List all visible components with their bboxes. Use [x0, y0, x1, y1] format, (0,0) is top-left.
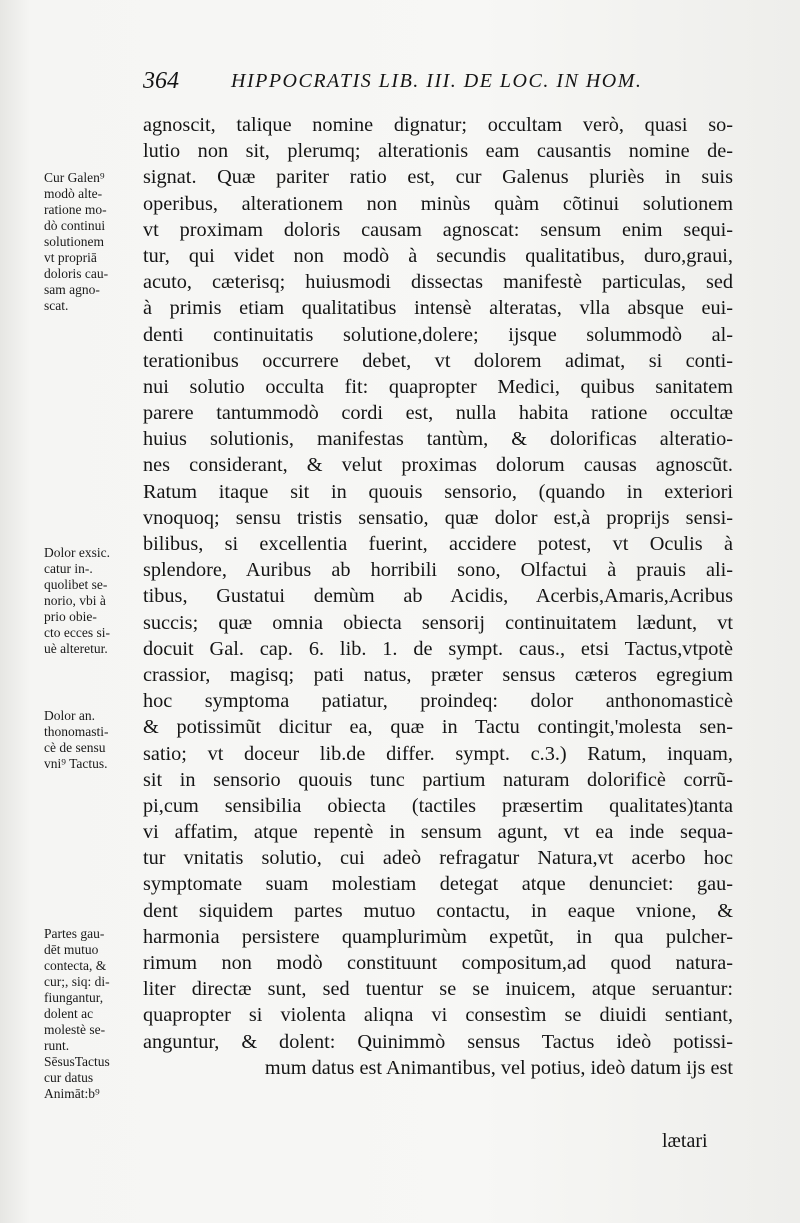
page-header — [143, 62, 723, 102]
show-through-text — [40, 90, 140, 150]
text-line: agnoscit, talique nomine dignatur; occultam verò, quasi so- — [143, 114, 733, 136]
text-line: tur vnitatis solutio, cui adeò refragatur Natura,vt acerbo hoc — [143, 847, 733, 870]
text-line: mum datus est Animantibus, vel potius, ideò datum ijs est — [264, 1056, 733, 1079]
text-line: huius solutionis, manifestas tantùm, & dolorificas alteratio- — [143, 428, 733, 451]
margin-line: vt propriā — [44, 250, 97, 265]
margin-line: fiungantur, — [44, 990, 104, 1005]
text-line: signat. Quæ pariter ratio est, cur Galenus pluriès in suis — [143, 166, 733, 189]
margin-line: molestè se- — [44, 1022, 106, 1037]
catchword: lætari — [662, 1130, 708, 1152]
margin-line: vni⁹ Tactus. — [44, 756, 108, 771]
text-line: bilibus, si excellentia fuerint, accidere potest, vt Oculis à — [143, 533, 733, 555]
text-line: vt proximam doloris causam agnoscat: sensum enim sequi- — [143, 218, 733, 241]
margin-note-1 — [44, 170, 144, 314]
margin-note-3 — [44, 708, 144, 772]
text-line: terationibus occurrere debet, vt dolorem adimat, si conti- — [143, 349, 733, 372]
margin-line: scat. — [44, 298, 69, 313]
margin-line: contecta, & — [44, 958, 107, 973]
text-line: anguntur, & dolent: Quinimmò sensus Tactus ideò potissi- — [143, 1030, 733, 1053]
text-line: vi affatim, atque repentè in sensum agunt, vt ea inde sequa- — [143, 821, 733, 844]
margin-line: dò continui — [44, 218, 106, 233]
text-line: harmonia persistere quamplurimùm expetũt, in qua pulcher- — [143, 925, 733, 948]
margin-line: cto ecces si- — [44, 625, 110, 640]
margin-line: SēsusTactus — [44, 1054, 110, 1069]
text-line: succis; quæ omnia obiecta sensorij continuitatem lædunt, vt — [143, 611, 733, 634]
text-line: quapropter si violenta aliqna vi consestìm se diuidi sentiant, — [143, 1004, 733, 1027]
margin-line: dolent ac — [44, 1006, 94, 1021]
text-line: Ratum itaque sit in quouis sensorio, (quando in exteriori — [143, 480, 733, 503]
margin-line: catur in-. — [44, 561, 93, 576]
text-line: liter directæ sunt, sed tuentur se se inuicem, atque seruantur: — [143, 978, 733, 1001]
text-line: tibus, Gustatui demùm ab Acidis, Acerbis,Amaris,Acribus — [143, 585, 733, 608]
text-line: symptomate suam molestiam detegat atque denunciet: gau- — [143, 873, 733, 896]
body-text — [143, 112, 733, 1081]
margin-line: ratione mo- — [44, 202, 107, 217]
text-line: lutio non sit, plerumq; alterationis eam causantis nomine de- — [143, 140, 733, 163]
margin-line: modò alte- — [44, 186, 103, 201]
margin-line: doloris cau- — [44, 266, 109, 281]
text-line: à primis etiam qualitatibus intensè alteratas, vlla absque eui- — [143, 297, 733, 320]
margin-line: uè alteretur. — [44, 641, 108, 656]
text-line: pi,cum sensibilia obiecta (tactiles præsertim qualitates)tanta — [143, 794, 733, 817]
text-line: satio; vt doceur lib.de differ. sympt. c.3.) Ratum, inquam, — [143, 742, 733, 765]
margin-note-2 — [44, 545, 144, 657]
margin-line: prio obie- — [44, 609, 97, 624]
margin-line: solutionem — [44, 234, 104, 249]
text-line: sit in sensorio quouis tunc partium naturam dolorificè corrũ- — [143, 768, 733, 791]
text-line: splendore, Auribus ab horribili sono, Olfactui à prauis ali- — [143, 559, 733, 582]
margin-line: Dolor an. — [44, 708, 95, 723]
margin-line: cur;, siq: di- — [44, 974, 110, 989]
text-line: parere tantummodò cordi est, nulla habita ratione occultæ — [143, 402, 733, 425]
text-line: vnoquoq; sensu tristis sensatio, quæ dolor est,à proprijs sensi- — [143, 506, 733, 529]
margin-line: sam agno- — [44, 282, 100, 297]
margin-line: Cur Galen⁹ — [44, 170, 105, 185]
margin-note-4 — [44, 926, 144, 1102]
text-line: denti continuitatis solutione,dolere; ijsque solummodò al- — [143, 323, 733, 346]
text-line: docuit Gal. cap. 6. lib. 1. de sympt. caus., etsi Tactus,vtpotè — [143, 637, 733, 660]
text-line: tur, qui videt non modò à secundis qualitatibus, duro,graui, — [143, 244, 733, 267]
margin-line: thonomasti- — [44, 724, 109, 739]
margin-line: Animāt:b⁹ — [44, 1086, 100, 1101]
margin-line: Partes gau- — [44, 926, 105, 941]
text-line: rimum non modò constituunt compositum,ad quod natura- — [143, 952, 733, 974]
text-line: dent siquidem partes mutuo contactu, in eaque vnione, & — [143, 899, 733, 922]
margin-line: cè de sensu — [44, 740, 106, 755]
running-title: HIPPOCRATIS LIB. III. DE LOC. IN HOM. — [231, 70, 643, 92]
margin-line: norio, vbi à — [44, 593, 106, 608]
text-line: acuto, cæterisq; huiusmodi dissectas manifestè particulas, sed — [143, 271, 733, 294]
text-line: operibus, alterationem non minùs quàm cõtinui solutionem — [143, 192, 733, 215]
page-number: 364 — [143, 68, 179, 94]
text-line: nes considerant, & velut proximas dolorum causas agnoscũt. — [143, 454, 733, 477]
margin-line: dēt mutuo — [44, 942, 99, 957]
margin-line: quolibet se- — [44, 577, 108, 592]
text-line: nui solutio occulta fit: quapropter Medici, quibus sanitatem — [143, 375, 733, 398]
text-line: & potissimũt dicitur ea, quæ in Tactu contingit,'molesta sen- — [143, 716, 733, 739]
text-line: hoc symptoma patiatur, proindeq: dolor anthonomasticè — [143, 690, 733, 713]
margin-line: cur datus — [44, 1070, 94, 1085]
margin-line: runt. — [44, 1038, 70, 1053]
margin-line: Dolor exsic. — [44, 545, 110, 560]
text-line: crassior, magisq; pati natus, præter sensus cæteros egregium — [143, 663, 733, 686]
